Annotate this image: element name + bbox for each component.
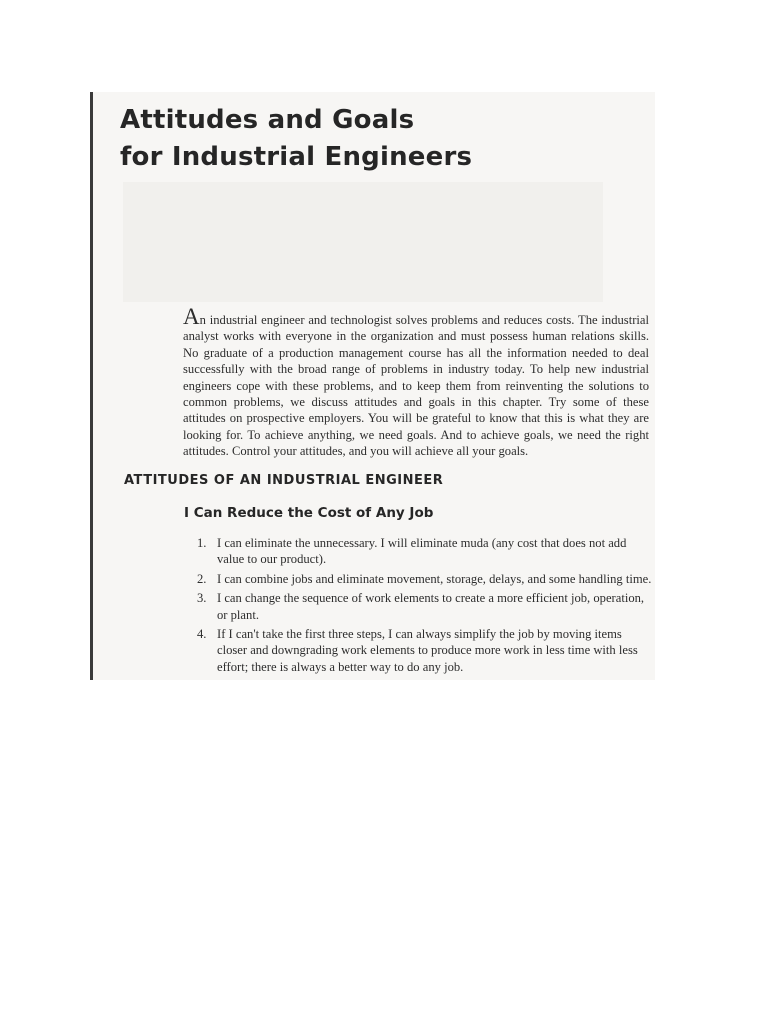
intro-paragraph [183,304,649,460]
list-item [197,590,653,623]
list-item [197,571,653,587]
chapter-title-line-1: Attitudes and Goals [120,105,415,135]
scanned-page [90,92,655,680]
drop-cap: A [183,304,200,329]
chapter-title-line-2: for Industrial Engineers [120,142,473,172]
list-item [197,535,653,568]
list-item-number: 3. [197,591,207,606]
attitudes-list [197,535,653,678]
chapter-title [120,102,472,176]
list-item-text: If I can't take the first three steps, I can always simplify the job by moving items closer and downgrading work elements to produce more work in less time with less effort; there is always a better way to do any job. [217,627,638,674]
list-item-number: 1. [197,536,207,550]
section-heading: ATTITUDES OF AN INDUSTRIAL ENGINEER [124,473,444,488]
list-item-text: I can combine jobs and eliminate movement, storage, delays, and some handling time. [217,571,652,586]
list-item-text: I can eliminate the unnecessary. I will eliminate muda (any cost that does not add value to our product). [217,536,627,567]
list-item-number: 2. [197,571,207,586]
list-item [197,626,653,675]
list-item-number: 4. [197,627,207,642]
intro-text: n industrial engineer and technologist solves problems and reduces costs. The industrial analyst works with everyone in the organization and must possess human relations skills. No graduate of a production management course has all the information needed to deal successfully with the broad range of problems in industry today. To help new industrial engineers cope with these problems, and to keep them from reinventing the solutions to common problems, we discuss attitudes and goals in this chapter. Try some of these attitudes on prospective employers. You will be grateful to know that this is what they are looking for. To achieve anything, we need goals. And to achieve goals, we need the right attitudes. Control your attitudes, and you will achieve all your goals. [183,313,649,459]
bleed-through-area [123,182,603,302]
subsection-heading: I Can Reduce the Cost of Any Job [184,505,434,521]
list-item-text: I can change the sequence of work elements to create a more efficient job, operation, or plant. [217,591,645,622]
